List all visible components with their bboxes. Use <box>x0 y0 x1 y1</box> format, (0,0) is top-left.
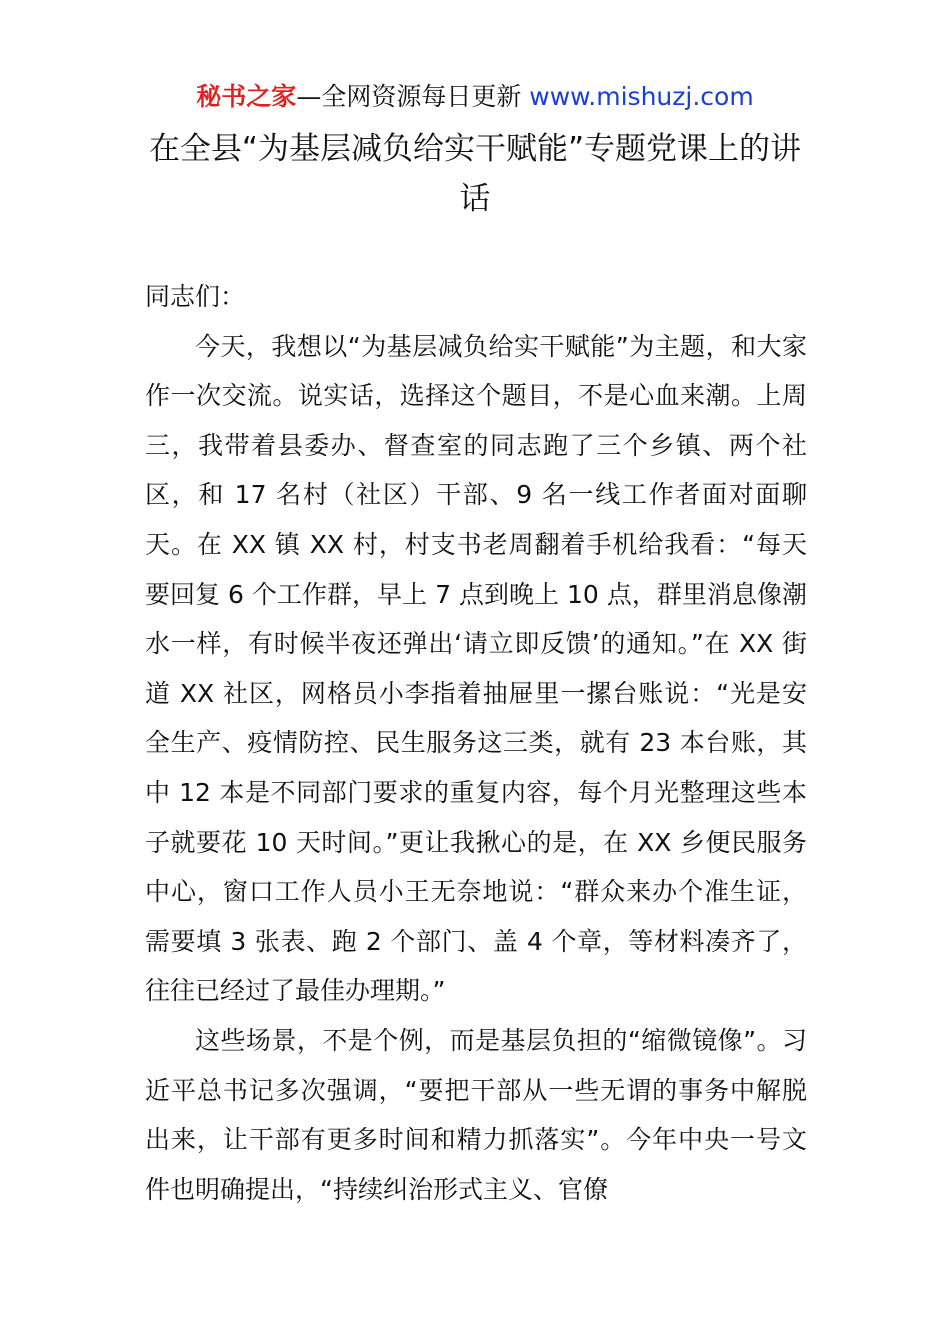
paragraph: 这些场景，不是个例，而是基层负担的“缩微镜像”。习近平总书记多次强调，“要把干部从一些无谓的事务中解脱出来，让干部有更多时间和精力抓落实”。今年中央一号文件也明确提出，“持续纠治形式主义、官僚 <box>145 1025 807 1204</box>
document-body <box>145 272 807 1214</box>
site-brand: 秘书之家 <box>196 82 297 111</box>
document-title: 在全县“为基层减负给实干赋能”专题党课上的讲话 <box>148 131 802 217</box>
salutation: 同志们： <box>145 282 246 311</box>
paragraph: 今天，我想以“为基层减负给实干赋能”为主题，和大家作一次交流。说实话，选择这个题目，不是心血来潮。上周三，我带着县委办、督查室的同志跑了三个乡镇、两个社区，和 17 名村（社区）干部、9 名一线工作者面对面聊天。在 XX 镇 XX 村，村支书老周翻着手机给我看：“每天要回复 6 个工作群，早上 7 点到晚上 10 点，群里消息像潮水一样，有时候半夜还弹出‘请立即反馈’的通知。”在 XX 街道 XX 社区，网格员小李指着抽屉里一摞台账说：“光是安全生产、疫情防控、民生服务这三类，就有 23 本台账，其中 12 本是不同部门要求的重复内容，每个月光整理这些本子就要花 10 天时间。”更让我揪心的是，在 XX 乡便民服务中心，窗口工作人员小王无奈地说：“群众来办个准生证，需要填 3 张表、跑 2 个部门、盖 4 个章，等材料凑齐了，往往已经过了最佳办理期。” <box>145 331 807 1006</box>
site-url[interactable]: www.mishuzj.com <box>529 82 754 111</box>
site-header <box>0 80 950 114</box>
site-tagline: —全网资源每日更新 <box>296 82 530 111</box>
